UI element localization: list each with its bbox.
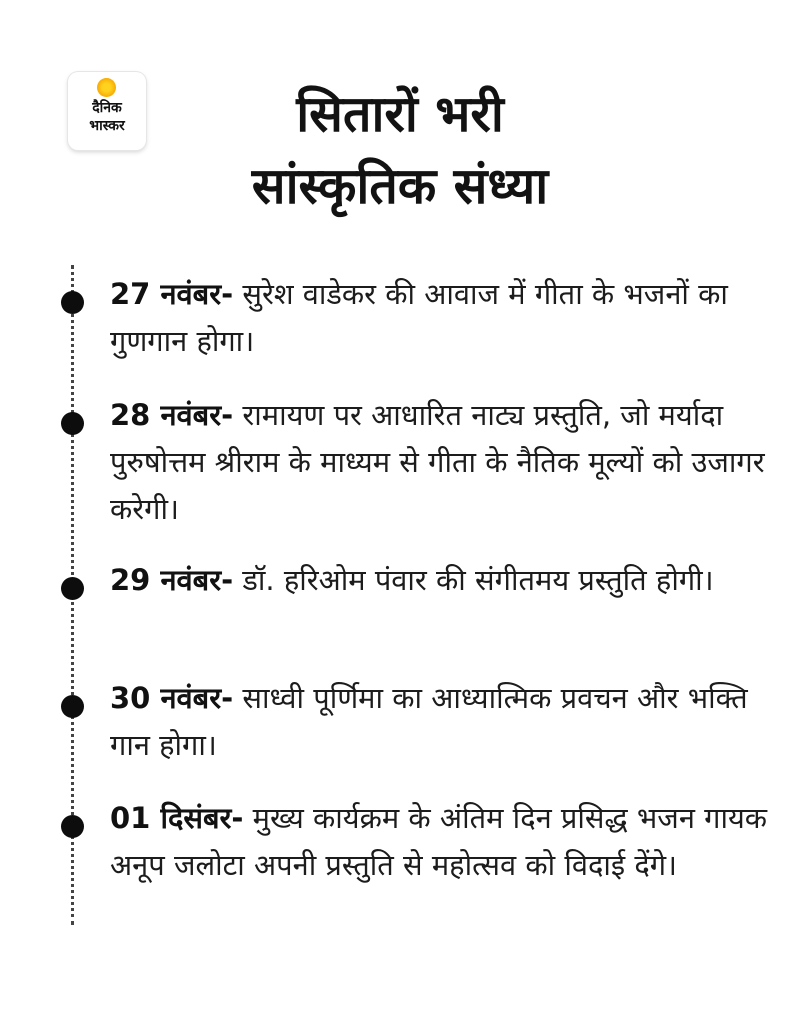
bullet-dot-icon (61, 695, 84, 718)
event-description: रामायण पर आधारित नाट्य प्रस्तुति, जो मर्यादा पुरुषोत्तम श्रीराम के माध्यम से गीता के नैतिक मूल्यों को उजागर करेगी। (110, 398, 765, 526)
event-text (110, 271, 780, 365)
event-date: 30 नवंबर- (110, 681, 234, 715)
page-title-line1: सितारों भरी (296, 85, 504, 143)
event-description: साध्वी पूर्णिमा का आध्यात्मिक प्रवचन और भक्ति गान होगा। (110, 681, 748, 762)
event-date: 27 नवंबर- (110, 277, 234, 311)
event-text (110, 795, 780, 889)
logo-text-line2: भास्कर (89, 118, 125, 134)
bullet-dot-icon (61, 291, 84, 314)
event-text (110, 392, 780, 533)
event-date: 01 दिसंबर- (110, 801, 244, 835)
page-title-line2: सांस्कृतिक संध्या (251, 157, 549, 215)
event-date: 29 नवंबर- (110, 563, 234, 597)
event-description: सुरेश वाडेकर की आवाज में गीता के भजनों का गुणगान होगा। (110, 277, 728, 358)
event-date: 28 नवंबर- (110, 398, 234, 432)
bullet-dot-icon (61, 412, 84, 435)
event-description: डॉ. हरिओम पंवार की संगीतमय प्रस्तुति होगी। (242, 563, 714, 597)
event-description: मुख्य कार्यक्रम के अंतिम दिन प्रसिद्ध भजन गायक अनूप जलोटा अपनी प्रस्तुति से महोत्सव को विदाई देंगे। (110, 801, 768, 882)
event-text (110, 557, 780, 604)
event-text (110, 675, 780, 769)
bullet-dot-icon (61, 815, 84, 838)
bullet-dot-icon (61, 577, 84, 600)
logo-text-line1: दैनिक (92, 100, 122, 116)
